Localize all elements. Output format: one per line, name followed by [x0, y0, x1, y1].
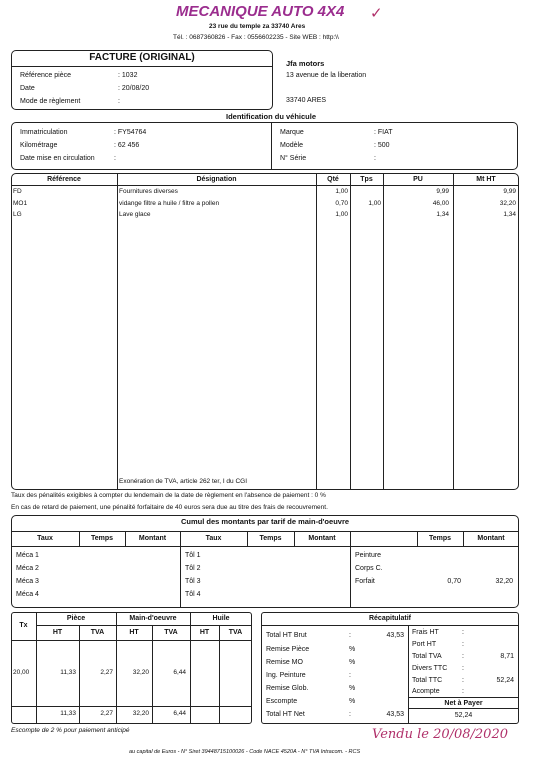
invoice-field-value: : — [118, 98, 120, 105]
company-name: MECANIQUE AUTO 4X4 — [176, 3, 345, 20]
invoice-field-value: : 1032 — [118, 72, 138, 79]
cumul-header-montant: Montant — [308, 535, 336, 542]
recap-label: Total TTC — [412, 677, 443, 684]
handwritten-sale-note: Vendu le 20/08/2020 — [372, 727, 508, 742]
invoice-field-value: : 20/08/20 — [118, 85, 150, 92]
tol-rate: Tôl 4 — [185, 591, 201, 598]
col-header-designation: Désignation — [196, 176, 237, 183]
vehicle-label: Modèle — [280, 142, 303, 149]
net-to-pay-label: Net à Payer — [444, 700, 483, 707]
customer-city: 33740 ARES — [286, 97, 327, 104]
labour-rate-summary — [11, 515, 519, 608]
total-ht-net: 43,53 — [386, 711, 404, 718]
recap-label: Remise Pièce — [266, 646, 310, 653]
recap-sep: % — [349, 659, 356, 666]
handwritten-check-icon: ✓ — [370, 5, 383, 22]
recap-sep: : — [462, 653, 464, 660]
company-contact: Tél. : 0687360826 - Fax : 0556602235 - Site WEB : http:\\ — [173, 34, 339, 41]
recap-label: Ing. Peinture — [266, 672, 306, 679]
invoice-field-label: Mode de règlement — [20, 98, 81, 105]
vat-mo-tva: 6,44 — [173, 669, 186, 676]
vehicle-label: Kilométrage — [20, 142, 58, 149]
line-pu: 46,00 — [432, 200, 449, 207]
vat-piece-ht: 11,33 — [60, 669, 76, 676]
line-designation: Lave glace — [119, 211, 151, 218]
vehicle-value: : 500 — [374, 142, 390, 149]
invoice-field-label: Référence pièce — [20, 72, 71, 79]
col-header-qte: Qté — [327, 176, 339, 183]
tol-rate: Tôl 3 — [185, 578, 201, 585]
recap-sep: % — [349, 698, 356, 705]
recap-sep: % — [349, 685, 356, 692]
recap-sep: : — [349, 711, 351, 718]
recap-sep: : — [462, 641, 464, 648]
vat-sub-header: HT — [52, 629, 63, 636]
other-rate-label: Forfait — [355, 578, 375, 585]
line-qte: 1,00 — [335, 211, 348, 218]
meca-rate: Méca 4 — [16, 591, 39, 598]
recap-label: Remise MO — [266, 659, 303, 666]
total-tva: 8,71 — [500, 653, 514, 660]
vehicle-value: : — [374, 155, 376, 162]
net-to-pay-value: 52,24 — [454, 712, 473, 719]
vehicle-value: : FIAT — [374, 129, 393, 136]
cumul-header-taux: Taux — [205, 535, 222, 542]
cumul-header-temps: Temps — [259, 535, 282, 542]
vehicle-section-title: Identification du véhicule — [225, 112, 316, 121]
recap-label: Escompte — [266, 698, 298, 705]
recap-sep: : — [462, 665, 464, 672]
line-qte: 1,00 — [335, 188, 348, 195]
cumul-header-montant: Montant — [477, 535, 505, 542]
other-rate-label: Peinture — [355, 552, 382, 559]
vat-piece-tva: 2,27 — [100, 669, 113, 676]
invoice-date: 20/08/20 — [121, 85, 150, 92]
recap-sep: : — [349, 632, 351, 639]
col-header-reference: Référence — [47, 176, 81, 183]
vehicle-label: Marque — [280, 129, 304, 136]
vehicle-mileage: 62 456 — [117, 142, 140, 149]
vat-group-mo: Main-d'oeuvre — [129, 615, 177, 622]
recap-sep: : — [462, 629, 464, 636]
vat-sub-header: HT — [129, 629, 139, 636]
recap-title: Récapitulatif — [368, 615, 411, 622]
recap-label: Total HT Brut — [266, 632, 307, 639]
escompte-note: Escompte de 2 % pour paiement anticipé — [11, 727, 130, 734]
cumul-header-montant: Montant — [138, 535, 167, 542]
total-ht-brut: 43,53 — [386, 632, 404, 639]
vat-rate: 20,00 — [13, 669, 30, 676]
legal-late-fee: En cas de retard de paiement, une pénalité forfaitaire de 40 euros sera due au titre des frais de recouvrement. — [11, 504, 328, 511]
col-header-pu: PU — [413, 176, 423, 183]
recap-sep: % — [349, 646, 356, 653]
vat-exemption-note: Exonération de TVA, article 262 ter, I du CGI — [119, 478, 248, 485]
recap-label: Acompte — [412, 688, 440, 695]
invoice-field-label: Date — [20, 85, 35, 92]
recap-sep: : — [462, 677, 464, 684]
vehicle-label: N° Série — [280, 155, 307, 162]
legal-penalty-rate: Taux des pénalités exigibles à compter du lendemain de la date de règlement en l'absence de paiement : 0 % — [11, 492, 326, 499]
line-ref: LG — [13, 211, 22, 218]
vat-tx-header: Tx — [19, 622, 28, 629]
customer-street: 13 avenue de la liberation — [286, 72, 367, 79]
vehicle-label: Immatriculation — [20, 129, 68, 136]
recap-label: Total TVA — [412, 653, 442, 660]
recap-label: Port HT — [412, 641, 437, 648]
line-mt: 9,99 — [503, 188, 516, 195]
vehicle-model: 500 — [377, 142, 390, 149]
meca-rate: Méca 1 — [16, 552, 39, 559]
line-qte: 0,70 — [335, 200, 348, 207]
recap-label: Divers TTC — [412, 665, 448, 672]
recap-sep: : — [462, 688, 464, 695]
vehicle-value: : 62 456 — [114, 142, 140, 149]
vat-group-piece: Pièce — [66, 615, 86, 622]
footer-legal: au capital de Euros - N° Siret 39448715100026 - Code NACE 4520A - N° TVA Intracom. - RCS — [129, 749, 361, 755]
vehicle-plate: FY54764 — [117, 129, 147, 136]
recap-sep: : — [349, 672, 351, 679]
vat-mo-ht: 32,20 — [132, 669, 149, 676]
vehicle-brand: FIAT — [377, 129, 393, 136]
cumul-header-temps: Temps — [428, 535, 452, 542]
vat-sub-header: TVA — [228, 629, 243, 636]
vat-total-piece-tva: 2,27 — [100, 710, 113, 717]
tol-rate: Tôl 2 — [185, 565, 201, 572]
meca-rate: Méca 3 — [16, 578, 39, 585]
vat-sub-header: TVA — [164, 629, 178, 636]
vat-sub-header: TVA — [90, 629, 105, 636]
invoice-reference: 1032 — [121, 72, 138, 79]
recap-label: Total HT Net — [266, 711, 305, 718]
vat-group-huile: Huile — [212, 615, 230, 622]
col-header-mt-ht: Mt HT — [476, 176, 496, 183]
vehicle-value: : FY54764 — [114, 129, 147, 136]
customer-name: Jfa motors — [286, 59, 325, 68]
vehicle-value: : — [114, 155, 116, 162]
line-designation: Fournitures diverses — [119, 188, 178, 195]
invoice-title: FACTURE (ORIGINAL) — [89, 52, 195, 63]
recap-label: Remise Glob. — [266, 685, 309, 692]
company-address: 23 rue du temple za 33740 Ares — [209, 23, 306, 30]
line-pu: 1,34 — [436, 211, 449, 218]
vehicle-box — [11, 122, 518, 170]
vehicle-label: Date mise en circulation — [20, 155, 95, 162]
total-ttc: 52,24 — [496, 677, 514, 684]
vat-total-mo-ht: 32,20 — [132, 710, 149, 717]
forfait-montant: 32,20 — [495, 578, 513, 585]
line-mt: 32,20 — [499, 200, 516, 207]
line-designation: vidange filtre a huile / filtre a pollen — [119, 200, 220, 207]
line-ref: MO1 — [13, 200, 28, 207]
recap-label: Frais HT — [412, 629, 439, 636]
invoice-lines-table — [11, 173, 519, 490]
meca-rate: Méca 2 — [16, 565, 39, 572]
labour-summary-title: Cumul des montants par tarif de main-d'oeuvre — [180, 517, 350, 526]
col-header-tps: Tps — [360, 176, 373, 183]
vat-sub-header: HT — [199, 629, 210, 636]
line-tps: 1,00 — [368, 200, 381, 207]
forfait-temps: 0,70 — [447, 578, 461, 585]
cumul-header-temps: Temps — [90, 535, 114, 542]
line-mt: 1,34 — [503, 211, 516, 218]
line-pu: 9,99 — [436, 188, 449, 195]
cumul-header-taux: Taux — [37, 535, 53, 542]
tol-rate: Tôl 1 — [185, 552, 201, 559]
other-rate-label: Corps C. — [355, 565, 383, 572]
vat-total-mo-tva: 6,44 — [173, 710, 186, 717]
line-ref: FD — [13, 188, 22, 195]
vat-total-piece-ht: 11,33 — [60, 710, 76, 717]
